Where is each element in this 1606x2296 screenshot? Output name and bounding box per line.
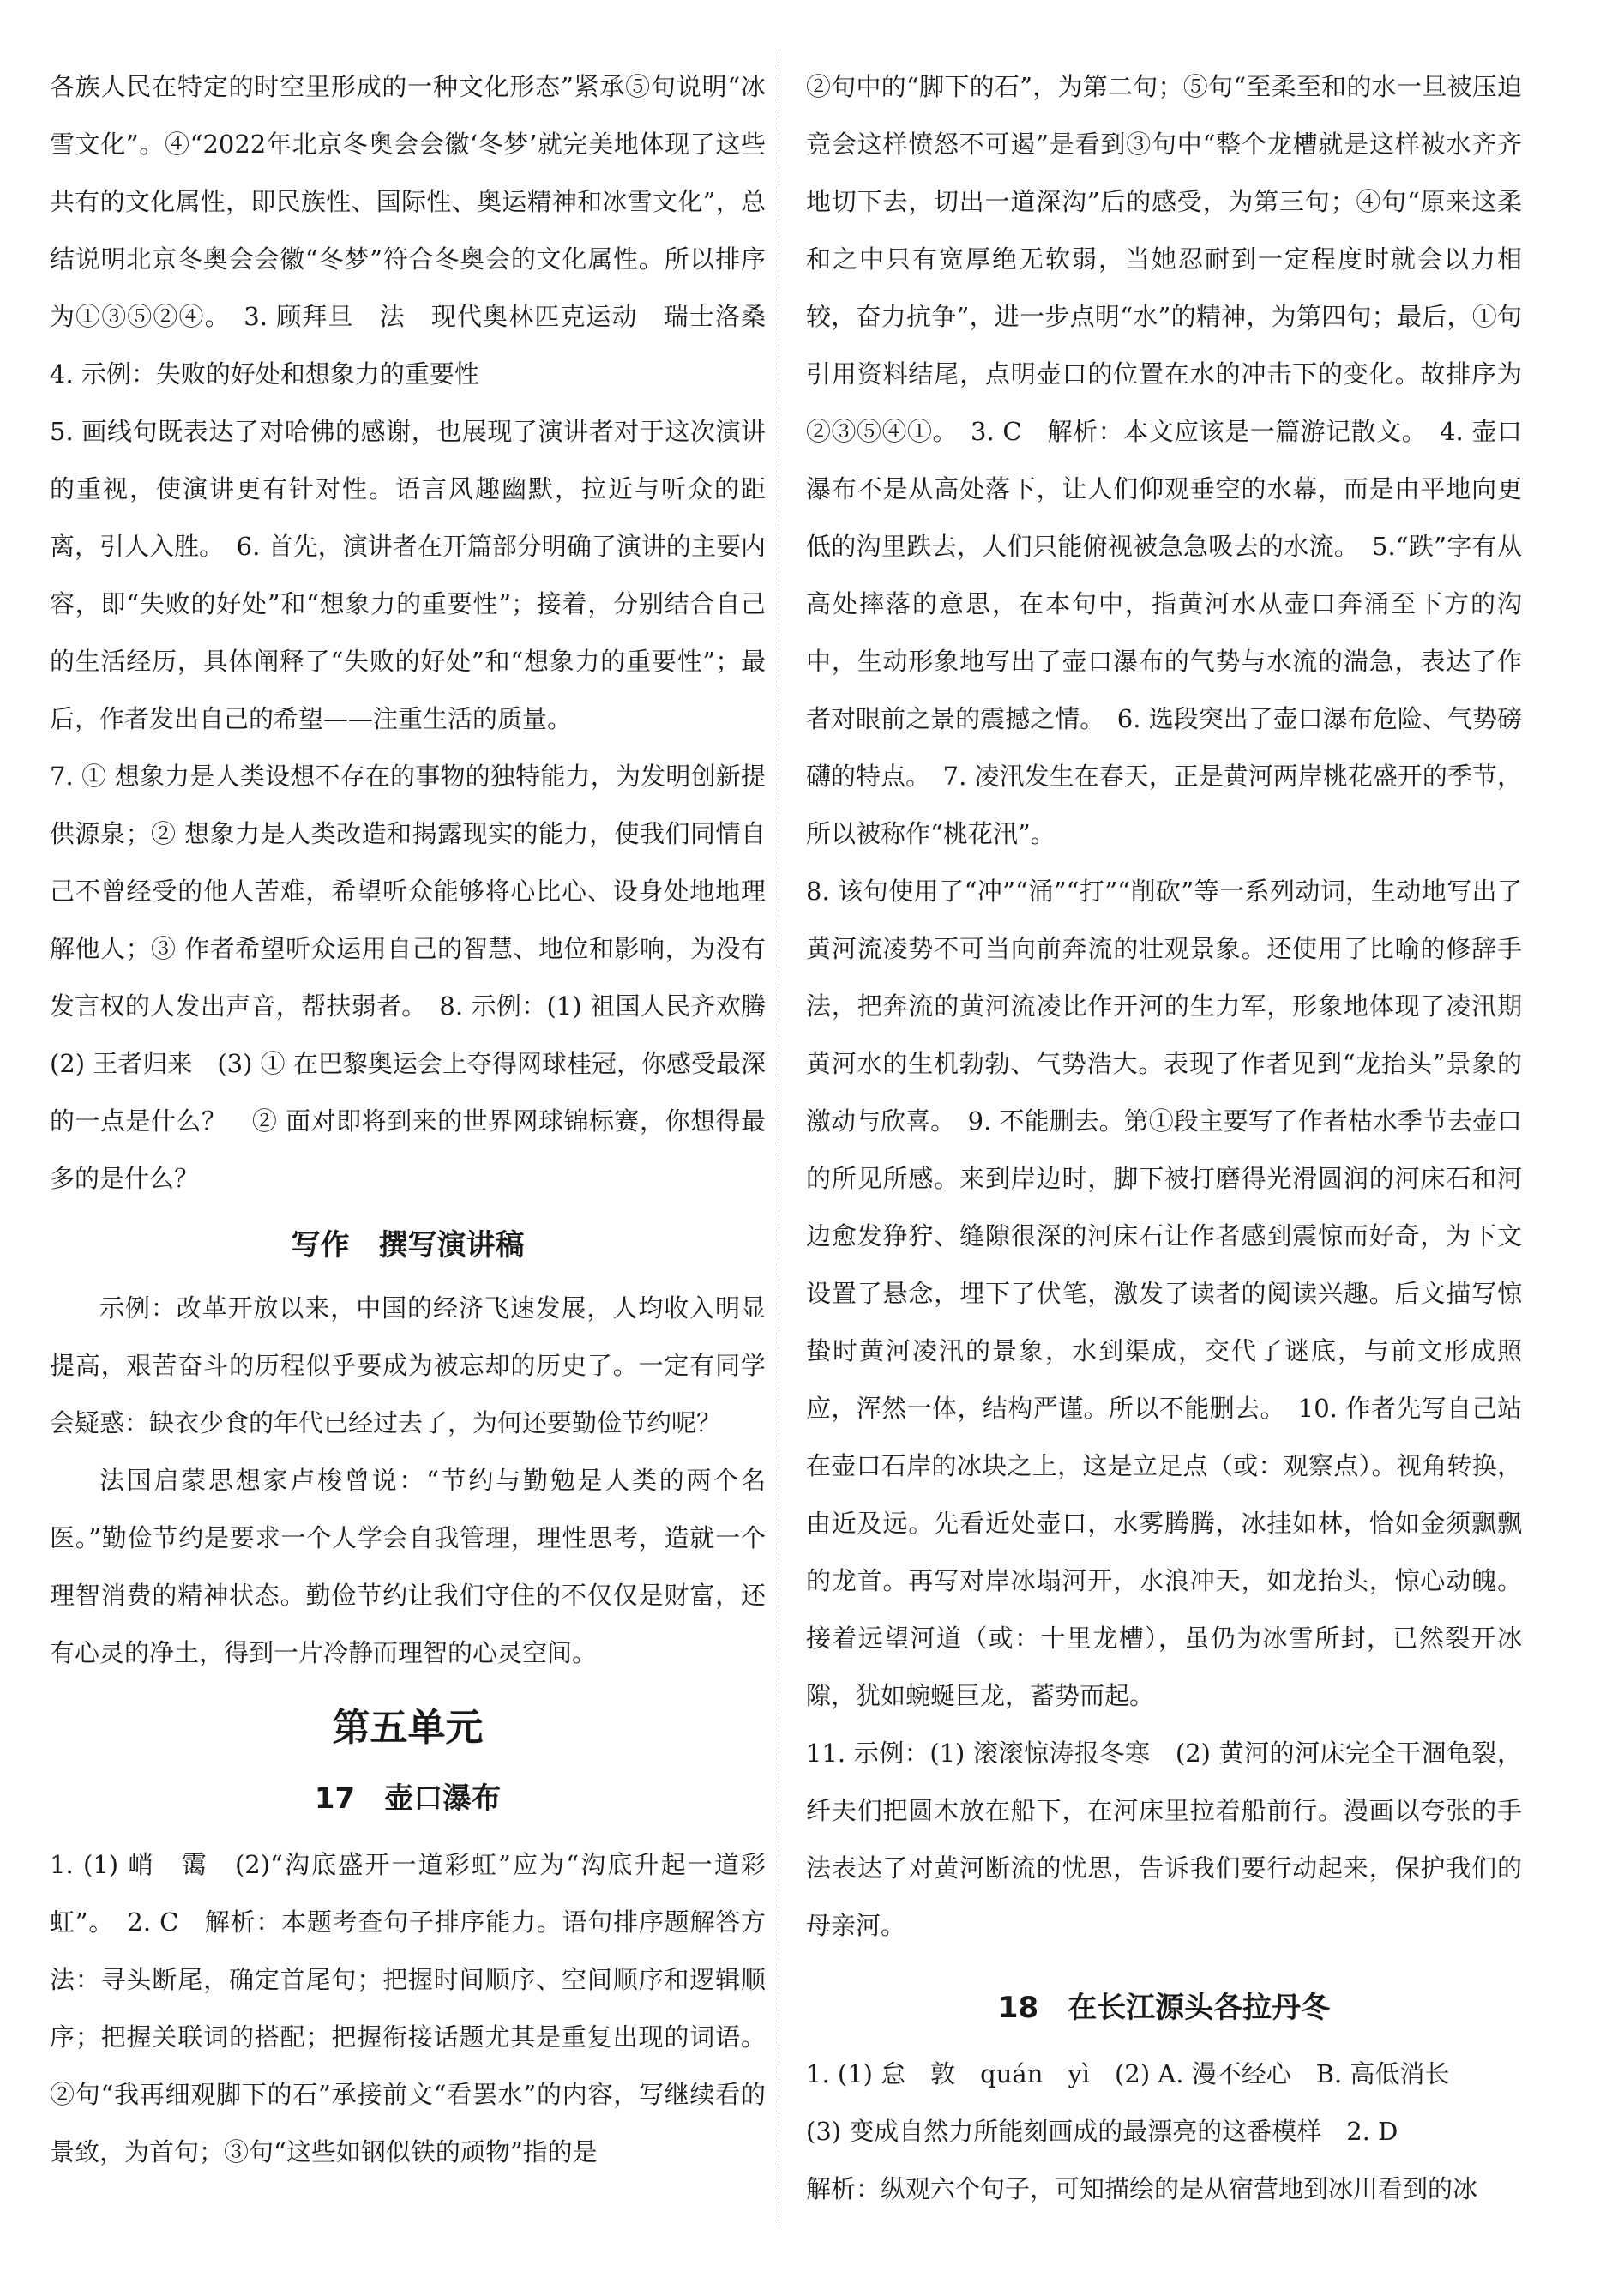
- left-column: [50, 58, 791, 2181]
- writing-heading: 写作 撰写演讲稿: [291, 1228, 525, 1262]
- answer-paragraph: 5. 画线句既表达了对哈佛的感谢，也展现了演讲者对于这次演讲的重视，使演讲更有针对性。语言风趣幽默，拉近与听众的距离，引人入胜。 6. 首先，演讲者在开篇部分明确了演讲的主要内容，即“失败的好处”和“想象力的重要性”；接着，分别结合自己的生活经历，具体阐释了“失败的好处”和“想象力的重要性”；最后，作者发出自己的希望——注重生活的质量。: [50, 417, 766, 733]
- unit-heading: 第五单元: [332, 1706, 484, 1750]
- answer-paragraph: 8. 该句使用了“冲”“涌”“打”“削砍”等一系列动词，生动地写出了黄河流凌势不可当向前奔流的壮观景象。还使用了比喻的修辞手法，把奔流的黄河流凌比作开河的生力军，形象地体现了凌汛期黄河水的生机勃勃、气势浩大。表现了作者见到“龙抬头”景象的激动与欣喜。 9. 不能删去。第①段主要写了作者枯水季节去壶口的所见所感。来到岸边时，脚下被打磨得光滑圆润的河床石和河边愈发狰狞、缝隙很深的河床石让作者感到震惊而好奇，为下文设置了悬念，埋下了伏笔，激发了读者的阅读兴趣。后文描写惊蛰时黄河凌汛的景象，水到渠成，交代了谜底，与前文形成照应，浑然一体，结构严谨。所以不能删去。 10. 作者先写自己站在壶口石岸的冰块之上，这是立足点（或：观察点）。视角转换，由近及远。先看近处壶口，水雾腾腾，冰挂如林，恰如金须飘飘的龙首。再写对岸冰塌河开，水浪冲天，如龙抬头，惊心动魄。接着远望河道（或：十里龙槽），虽仍为冰雪所封，已然裂开冰隙，犹如蜿蜒巨龙，蓄势而起。: [806, 877, 1522, 1710]
- answer-paragraph: 解析：纵观六个句子，可知描绘的是从宿营地到冰川看到的冰: [806, 2174, 1478, 2203]
- answer-paragraph: 1. (1) 峭 霭 (2)“沟底盛开一道彩虹”应为“沟底升起一道彩虹”。 2. C 解析：本题考查句子排序能力。语句排序题解答方法：寻头断尾，确定首尾句；把握时间顺序、空间顺序和逻辑顺序；把握关联词的搭配；把握衔接话题尤其是重复出现的词语。②句“我再细观脚下的石”承接前文“看罢水”的内容，写继续看的景致，为首句；③句“这些如钢似铁的顽物”指的是: [50, 1850, 766, 2166]
- lesson-heading: 18 在长江源头各拉丹冬: [997, 1991, 1331, 2025]
- answer-paragraph: ②句中的“脚下的石”，为第二句；⑤句“至柔至和的水一旦被压迫竟会这样愤怒不可遏”是看到③句中“整个龙槽就是这样被水齐齐地切下去，切出一道深沟”后的感受，为第三句；④句“原来这柔和之中只有宽厚绝无软弱，当她忍耐到一定程度时就会以力相较，奋力抗争”，进一步点明“水”的精神，为第四句；最后，①句引用资料结尾，点明壶口的位置在水的冲击下的变化。故排序为②③⑤④①。 3. C 解析：本文应该是一篇游记散文。 4. 壶口瀑布不是从高处落下，让人们仰观垂空的水幕，而是由平地向更低的沟里跌去，人们只能俯视被急急吸去的水流。 5.“跌”字有从高处摔落的意思，在本句中，指黄河水从壶口奔涌至下方的沟中，生动形象地写出了壶口瀑布的气势与水流的湍急，表达了作者对眼前之景的震撼之情。 6. 选段突出了壶口瀑布危险、气势磅礴的特点。 7. 凌汛发生在春天，正是黄河两岸桃花盛开的季节，所以被称作“桃花汛”。: [806, 72, 1522, 848]
- right-column: [806, 58, 1522, 2218]
- answer-paragraph: (3) 变成自然力所能刻画成的最漂亮的这番模样 2. D: [806, 2117, 1398, 2146]
- essay-paragraph: 示例：改革开放以来，中国的经济飞速发展，人均收入明显提高，艰苦奋斗的历程似乎要成为被忘却的历史了。一定有同学会疑惑：缺衣少食的年代已经过去了，为何还要勤俭节约呢？: [50, 1293, 766, 1437]
- answer-paragraph: 各族人民在特定的时空里形成的一种文化形态”紧承⑤句说明“冰雪文化”。④“2022年北京冬奥会会徽‘冬梦’就完美地体现了这些共有的文化属性，即民族性、国际性、奥运精神和冰雪文化”，总结说明北京冬奥会会徽“冬梦”符合冬奥会的文化属性。所以排序为①③⑤②④。 3. 顾拜旦 法 现代奥林匹克运动 瑞士洛桑 4. 示例：失败的好处和想象力的重要性: [50, 72, 791, 389]
- essay-paragraph: 法国启蒙思想家卢梭曾说：“节约与勤勉是人类的两个名医。”勤俭节约是要求一个人学会自我管理，理性思考，造就一个理智消费的精神状态。勤俭节约让我们守住的不仅仅是财富，还有心灵的净土，得到一片冷静而理智的心灵空间。: [50, 1466, 766, 1667]
- answer-paragraph: 11. 示例：(1) 滚滚惊涛报冬寒 (2) 黄河的河床完全干涸龟裂，纤夫们把圆木放在船下，在河床里拉着船前行。漫画以夸张的手法表达了对黄河断流的忧思，告诉我们要行动起来，保护我们的母亲河。: [806, 1739, 1522, 1940]
- answer-paragraph: 7. ① 想象力是人类设想不存在的事物的独特能力，为发明创新提供源泉；② 想象力是人类改造和揭露现实的能力，使我们同情自己不曾经受的他人苦难，希望听众能够将心比心、设身处地地理解他人；③ 作者希望听众运用自己的智慧、地位和影响，为没有发言权的人发出声音，帮扶弱者。 8. 示例：(1) 祖国人民齐欢腾 (2) 王者归来 (3) ① 在巴黎奥运会上夺得网球桂冠，你感受最深的一点是什么？ ② 面对即将到来的世界网球锦标赛，你想得最多的是什么？: [50, 762, 791, 1193]
- lesson-heading: 17 壶口瀑布: [314, 1781, 502, 1816]
- answer-paragraph: 1. (1) 怠 敦 quán yì (2) A. 漫不经心 B. 高低消长: [806, 2059, 1450, 2088]
